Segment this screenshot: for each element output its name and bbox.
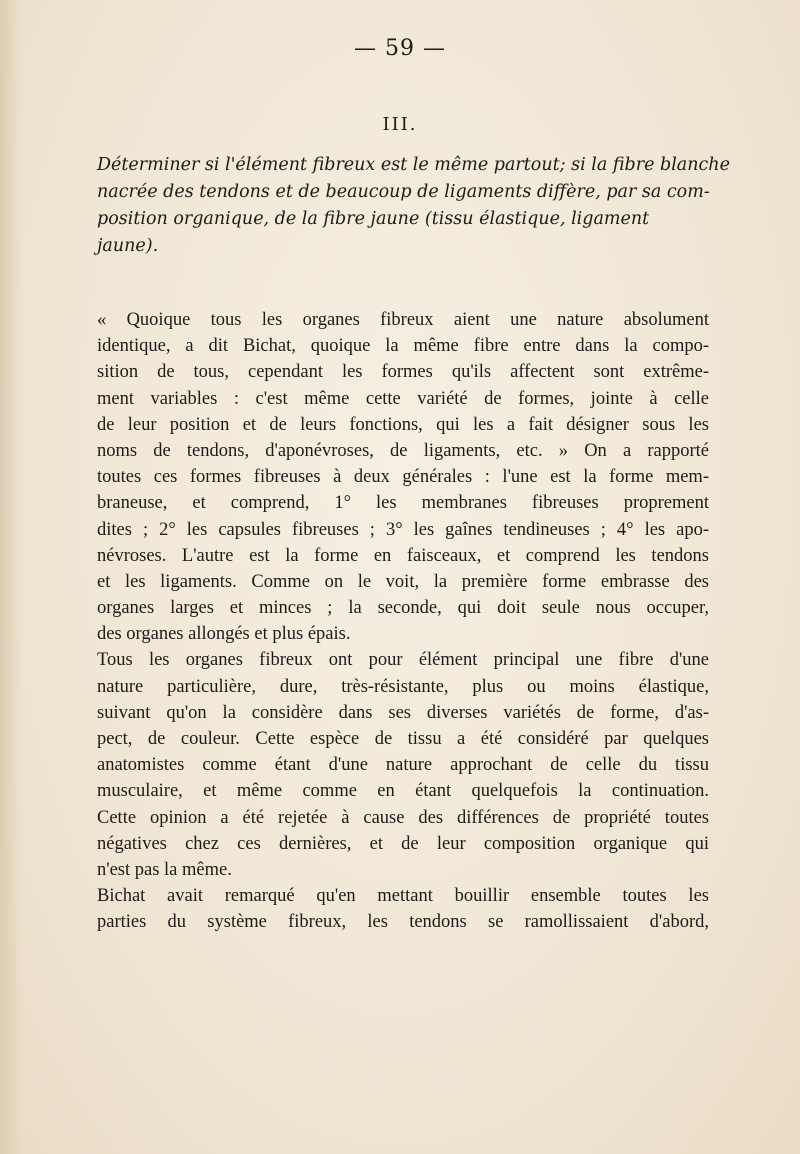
page-number: — 59 — (354, 36, 446, 61)
text-line: dites ; 2° les capsules fibreuses ; 3° les gaînes tendineuses ; 4° les apo- (97, 519, 709, 540)
section-heading (97, 152, 730, 260)
text-line: suivant qu'on la considère dans ses diverses variétés de forme, d'as- (97, 702, 709, 723)
text-line: et les ligaments. Comme on le voit, la première forme embrasse des (97, 571, 709, 592)
text-line: nature particulière, dure, très-résistante, plus ou moins élastique, (97, 676, 709, 697)
text-line: négatives chez ces dernières, et de leur composition organique qui (97, 833, 709, 854)
text-line: sition de tous, cependant les formes qu'ils affectent sont extrême- (97, 362, 709, 383)
text-line: braneuse, et comprend, 1° les membranes fibreuses proprement (97, 493, 709, 514)
binding-gutter (0, 0, 22, 1154)
text-line: de leur position et de leurs fonctions, qui les a fait désigner sous les (97, 414, 709, 435)
heading-line: jaune). (97, 236, 159, 256)
text-line: musculaire, et même comme en étant quelquefois la continuation. (97, 781, 709, 802)
text-line: « Quoique tous les organes fibreux aient une nature absolument (97, 310, 709, 330)
heading-line: Déterminer si l'élément fibreux est le même partout; si la fibre blanche (97, 155, 730, 175)
text-line: Cette opinion a été rejetée à cause des différences de propriété toutes (97, 807, 709, 828)
text-line: toutes ces formes fibreuses à deux générales : l'une est la forme mem- (97, 467, 709, 488)
text-line: des organes allongés et plus épais. (97, 624, 351, 645)
text-line: Tous les organes fibreux ont pour élément principal une fibre d'une (97, 650, 709, 671)
text-line: organes larges et minces ; la seconde, qui doit seule nous occuper, (97, 598, 709, 619)
text-line: ment variables : c'est même cette variété de formes, jointe à celle (97, 388, 709, 409)
heading-line: nacrée des tendons et de beaucoup de ligaments diffère, par sa com- (97, 182, 710, 202)
text-line: névroses. L'autre est la forme en faisceaux, et comprend les tendons (97, 545, 709, 566)
body-text (97, 307, 709, 936)
heading-line: position organique, de la fibre jaune (tissu élastique, ligament (97, 209, 650, 229)
text-line: noms de tendons, d'aponévroses, de ligaments, etc. » On a rapporté (97, 440, 709, 461)
text-line: pect, de couleur. Cette espèce de tissu a été considéré par quelques (97, 729, 709, 749)
section-number: III. (382, 114, 418, 135)
text-line: anatomistes comme étant d'une nature approchant de celle du tissu (97, 755, 709, 776)
text-line: identique, a dit Bichat, quoique la même fibre entre dans la compo- (97, 336, 709, 357)
text-line: Bichat avait remarqué qu'en mettant bouillir ensemble toutes les (97, 886, 709, 907)
text-line: parties du système fibreux, les tendons se ramollissaient d'abord, (97, 912, 709, 933)
text-line: n'est pas la même. (97, 859, 232, 880)
